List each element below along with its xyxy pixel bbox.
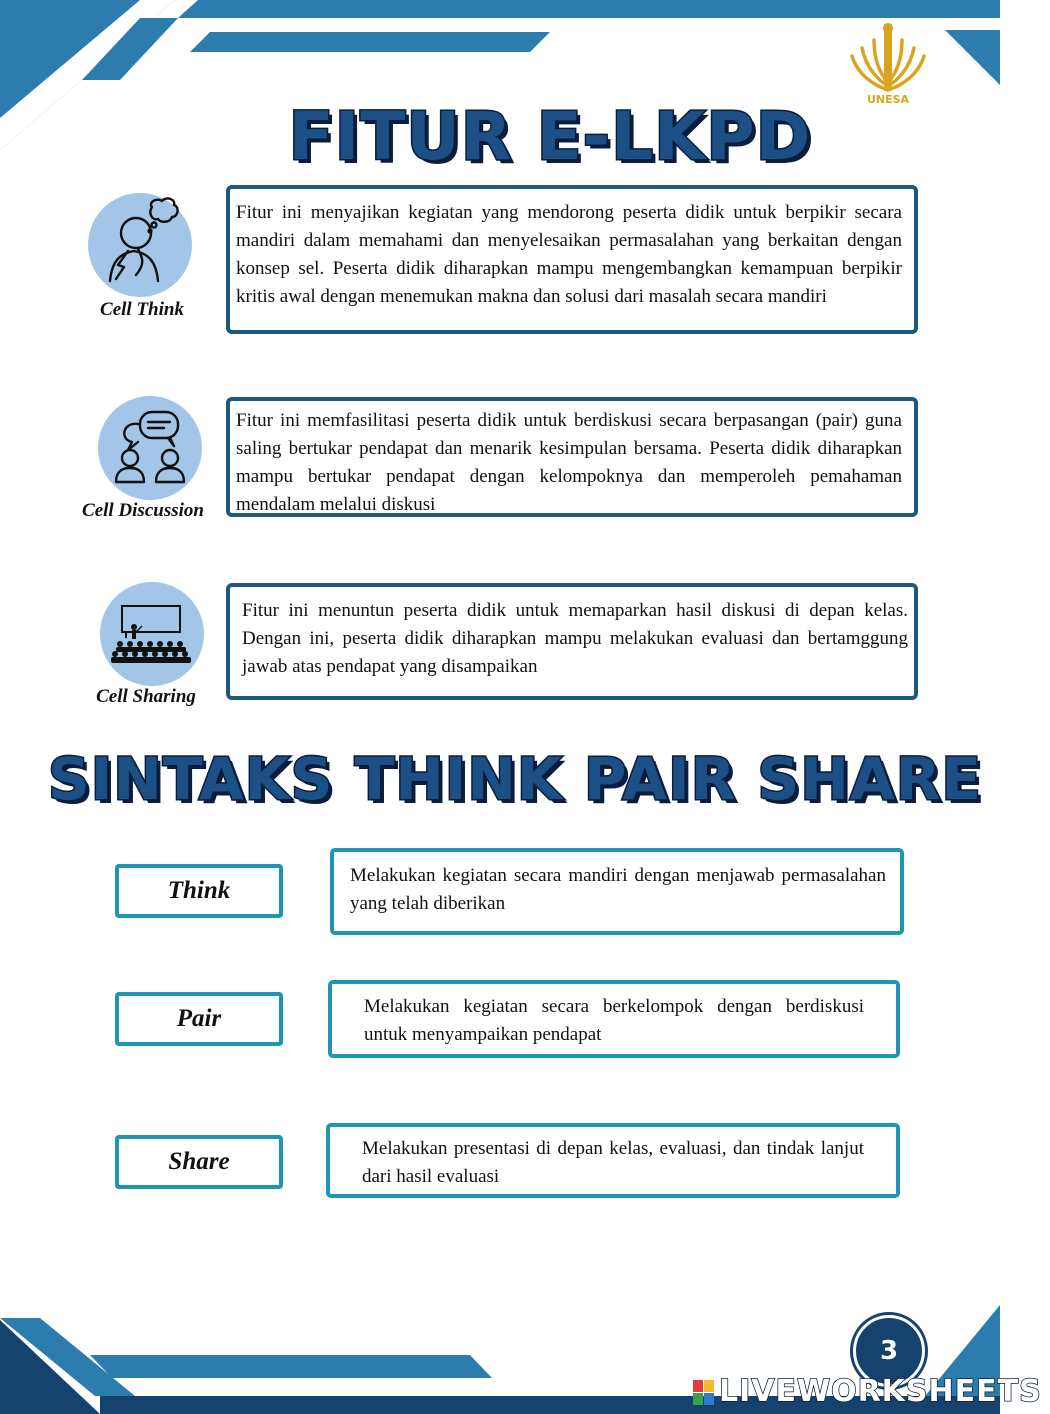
share-label-text: Share xyxy=(168,1148,230,1175)
cell-discussion-description xyxy=(226,397,918,517)
cell-think-circle xyxy=(88,193,192,297)
cell-think-description xyxy=(226,185,918,334)
watermark-text: LIVEWORKSHEETS xyxy=(719,1374,1042,1409)
think-label xyxy=(115,864,283,918)
think-label-text: Think xyxy=(167,877,231,904)
features-title: FITUR E-LKPD xyxy=(288,98,812,175)
cell-discussion-label: Cell Discussion xyxy=(82,500,204,521)
pair-label xyxy=(115,992,283,1046)
discussion-people-icon xyxy=(98,396,202,500)
pair-description xyxy=(328,980,900,1058)
cell-sharing-circle xyxy=(100,582,204,686)
think-text: Melakukan kegiatan secara mandiri dengan menjawab permasalahan yang telah diberikan xyxy=(350,865,886,914)
cell-discussion-text: Fitur ini memfasilitasi peserta didik untuk berdiskusi secara berpasangan (pair) guna saling bertukar pendapat dan menarik kesimpulan bersama. Peserta didik diharapkan mampu bertukar pendapat dengan kelompoknya dan memperoleh pemahaman mendalam melalui diskusi xyxy=(236,410,902,515)
share-description xyxy=(326,1123,900,1198)
top-band xyxy=(178,0,1000,18)
think-description xyxy=(330,848,904,935)
syntax-title: SINTAKS THINK PAIR SHARE xyxy=(47,745,983,813)
thinking-person-icon xyxy=(88,193,192,297)
cell-sharing-description xyxy=(226,583,918,700)
share-label xyxy=(115,1135,283,1189)
top-right-corner-shape xyxy=(945,30,1000,85)
liveworksheets-logo-icon xyxy=(693,1380,715,1406)
pair-label-text: Pair xyxy=(176,1005,222,1032)
presentation-audience-icon xyxy=(100,582,204,686)
pair-text: Melakukan kegiatan secara berkelompok dengan berdiskusi untuk menyampaikan pendapat xyxy=(364,996,864,1045)
cell-sharing-label: Cell Sharing xyxy=(96,686,196,707)
logo-text: UNESA xyxy=(866,93,910,106)
cell-sharing-text: Fitur ini menuntun peserta didik untuk memaparkan hasil diskusi di depan kelas. Dengan ini, peserta didik diharapkan mampu melakukan evaluasi dan bertamggung jawab atas pendapat yang disampaikan xyxy=(242,600,908,677)
share-text: Melakukan presentasi di depan kelas, evaluasi, dan tindak lanjut dari hasil evaluasi xyxy=(362,1138,864,1187)
liveworksheets-watermark xyxy=(693,1374,1042,1414)
cell-discussion-circle xyxy=(98,396,202,500)
page-number: 3 xyxy=(853,1315,925,1387)
top-bar xyxy=(190,32,550,52)
bottom-bar xyxy=(90,1355,492,1378)
unesa-logo xyxy=(846,20,930,110)
cell-think-text: Fitur ini menyajikan kegiatan yang mendorong peserta didik untuk berpikir secara mandiri dalam memahami dan menyelesaikan permasalahan yang berkaitan dengan konsep sel. Peserta didik diharapkan mampu mengembangkan kemampuan berpikir kritis awal dengan menemukan makna dan solusi dari masalah secara mandiri xyxy=(236,202,902,307)
cell-think-label: Cell Think xyxy=(100,299,184,320)
